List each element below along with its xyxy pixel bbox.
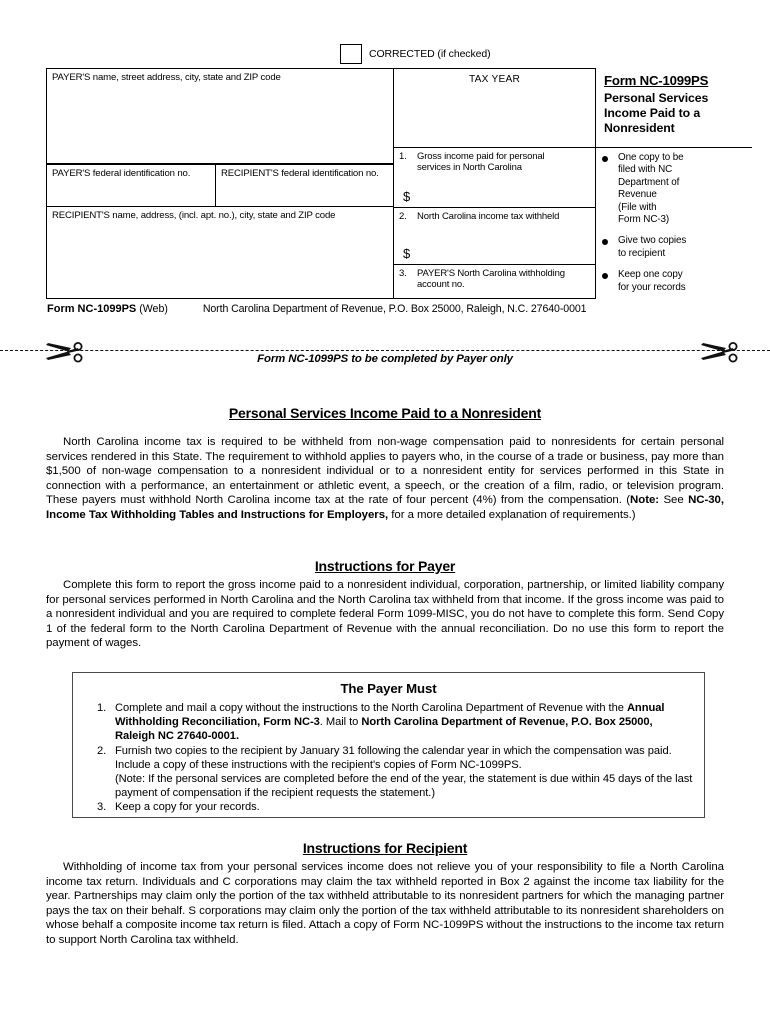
form-title: Form NC-1099PS: [604, 73, 709, 88]
form-1099ps-grid: [46, 68, 709, 299]
box-2-number: 2.: [399, 211, 407, 222]
bullet-dot-icon: [602, 273, 608, 279]
recipient-name-label: RECIPIENT'S name, address, (incl. apt. no.), city, state and ZIP code: [52, 210, 336, 221]
form-footer: [47, 303, 586, 315]
payer-name-label: PAYER'S name, street address, city, state and ZIP code: [52, 72, 281, 83]
payer-must-item-2-number: 2.: [97, 744, 107, 757]
form-subtitle: [604, 91, 755, 136]
payer-must-title: The Payer Must: [340, 681, 437, 696]
box-3-number: 3.: [399, 268, 407, 279]
payer-must-item-2-note: (Note: If the personal services are completed before the end of the year, the statement is due within 45 days of the last payment of compensation if the recipient requests the statement.): [115, 773, 693, 800]
para3-text: Withholding of income tax from your personal services income does not relieve you of your responsibility to file a North Carolina income tax return. Individuals and C corporations may claim the tax withheld reported in Box 2 against the income tax liability for the year. Partnerships may claim only the portion of the tax withheld attributable to its nonresident partners for which the managing partner pays the tax on their behalf. S corporations may claim only the portion of the tax withheld attributable to its nonresident shareholders on whose behalf a composite income tax return is filed. Attach a copy of Form NC-1099PS without the instructions to the income tax return to support North Carolina tax withheld.: [46, 861, 724, 946]
bullet-item-file-with-ncdor: [601, 152, 753, 226]
bullet-1-line-1: One copy to be: [618, 152, 684, 163]
bullet-1-line-5: (File with: [618, 201, 657, 213]
box-2-currency-symbol: $: [403, 246, 411, 261]
box-3-line-1: PAYER'S North Carolina withholding account no.: [417, 268, 565, 290]
box-3-label: [394, 265, 595, 290]
form-title-block: [595, 68, 755, 136]
section-heading-personal-services: Personal Services Income Paid to a Nonresident: [228, 405, 542, 421]
payer-must-item-1-part-0: Complete and mail a copy without the instructions to the North Carolina Department of Revenue with the: [115, 702, 627, 714]
box-2-line-1: North Carolina income tax withheld: [417, 211, 560, 222]
bullet-1-line-4: Revenue: [618, 189, 657, 201]
bullet-item-keep-copy: [601, 269, 753, 294]
payer-federal-id-label: PAYER'S federal identification no.: [52, 168, 191, 179]
para2-text: Complete this form to report the gross income paid to a nonresident individual, corporation, partnership, or limited liability company for personal services performed in North Carolina and the North Carolina tax withheld from that income. If the gross income was paid to a nonresident individual and you are required to complete federal Form 1099-MISC, you do not have to complete this form. Send Copy 1 of the federal form to the North Carolina Department of Revenue with the annual reconciliation. Do no use this form to report the payment of wages.: [46, 579, 724, 650]
bullet-dot-icon: [602, 156, 608, 162]
title-divider: [595, 147, 752, 148]
bullet-item-give-copies: [601, 235, 753, 260]
copy-instructions-bullets: [601, 152, 753, 303]
form-subtitle-line-1: Personal Services: [604, 91, 709, 105]
payer-must-item-1: [73, 701, 694, 744]
form-footer-form-name: Form NC-1099PS: [47, 303, 137, 315]
payer-must-item-1-number: 1.: [97, 702, 107, 714]
form-subtitle-line-3: Nonresident: [604, 121, 675, 135]
bullet-2-line-2: to recipient: [618, 247, 666, 259]
para1-part-0: North Carolina income tax is required to be withheld from non-wage compensation paid to nonresidents for certain personal services rendered in this State. The requirement to withhold applies to payers who, in the course of a trade or business, pay more than $1,500 of non-wage compensation to a nonresident individual or to a nonresident entity for services performed in this State in connection with a performance, an entertainment or athletic event, a speech, or the creation of a film, radio, or television program. These payers must withhold North Carolina income tax at the rate of four percent (4%) from the compensation. (: [46, 436, 724, 507]
section-3-paragraph: [46, 860, 724, 948]
box-1-label: [394, 148, 595, 173]
bullet-dot-icon: [602, 239, 608, 245]
payer-must-item-1-part-1: Annual Withholding Reconciliation, Form NC-3: [115, 702, 665, 729]
corrected-label: CORRECTED (if checked): [369, 47, 491, 60]
bullet-3-line-1: Keep one copy: [618, 269, 683, 281]
payer-must-box: [72, 672, 705, 818]
bullet-1-line-3: Department of: [618, 176, 680, 188]
form-left-column: [46, 68, 394, 299]
payer-must-item-3-number: 3.: [97, 801, 107, 814]
form-middle-column: [393, 68, 596, 299]
box-1-gross-income[interactable]: [393, 147, 596, 208]
recipient-federal-id-field[interactable]: [215, 164, 394, 207]
box-3-withholding-account[interactable]: [393, 264, 596, 299]
para1-part-3: NC-30, Income Tax Withholding Tables and Instructions for Employers,: [46, 494, 724, 521]
recipient-federal-id-label: RECIPIENT'S federal identification no.: [221, 168, 379, 179]
recipient-name-field[interactable]: [46, 206, 394, 299]
tax-year-label: TAX YEAR: [468, 74, 521, 85]
box-1-line-1: Gross income paid for personal: [417, 151, 545, 162]
section-2-paragraph: [46, 578, 724, 651]
section-1-paragraph: [46, 435, 724, 523]
box-1-number: 1.: [399, 151, 407, 162]
corrected-row: [340, 44, 491, 64]
bullet-1-line-2: filed with NC: [618, 164, 673, 176]
form-right-column: [595, 68, 709, 299]
box-1-line-2: services in North Carolina: [417, 162, 522, 173]
payer-name-field[interactable]: [46, 68, 394, 164]
payer-must-item-3-part-0: Keep a copy for your records.: [115, 801, 260, 814]
payer-must-item-2: [73, 744, 694, 801]
payer-must-item-1-part-2: . Mail to: [319, 716, 362, 729]
payer-must-item-1-part-3: North Carolina Department of Revenue, P.O. Box 25000, Raleigh NC 27640-0001.: [115, 716, 653, 743]
section-heading-instructions-recipient: Instructions for Recipient: [302, 840, 468, 856]
corrected-checkbox[interactable]: [340, 44, 362, 64]
bullet-1-line-6: Form NC-3): [618, 214, 670, 226]
form-footer-web-tag: (Web): [139, 303, 168, 315]
form-subtitle-line-2: Income Paid to a: [604, 106, 701, 120]
tax-year-field[interactable]: [393, 68, 596, 148]
payer-federal-id-field[interactable]: [46, 164, 216, 207]
para1-part-1: Note:: [630, 494, 660, 507]
form-footer-address: North Carolina Department of Revenue, P.O. Box 25000, Raleigh, N.C. 27640-0001: [202, 303, 587, 315]
payer-must-item-3: [73, 800, 694, 814]
payer-must-list: [73, 701, 704, 815]
box-1-currency-symbol: $: [403, 189, 411, 204]
bullet-3-line-2: for your records: [618, 281, 686, 293]
section-heading-instructions-payer: Instructions for Payer: [314, 558, 456, 574]
box-2-tax-withheld[interactable]: [393, 207, 596, 265]
para1-part-4: for a more detailed explanation of requirements.): [388, 508, 636, 521]
bullet-2-line-1: Give two copies: [618, 235, 687, 247]
tear-line: [0, 350, 770, 351]
tear-caption: Form NC-1099PS to be completed by Payer only: [257, 353, 513, 365]
payer-must-item-2-part-0: Furnish two copies to the recipient by January 31 following the calendar year in which the compensation was paid. Include a copy of these instructions with the recipient's copies of Form NC-1099PS.: [115, 744, 672, 771]
box-2-label: [394, 208, 595, 222]
para1-part-2: See: [659, 494, 689, 507]
